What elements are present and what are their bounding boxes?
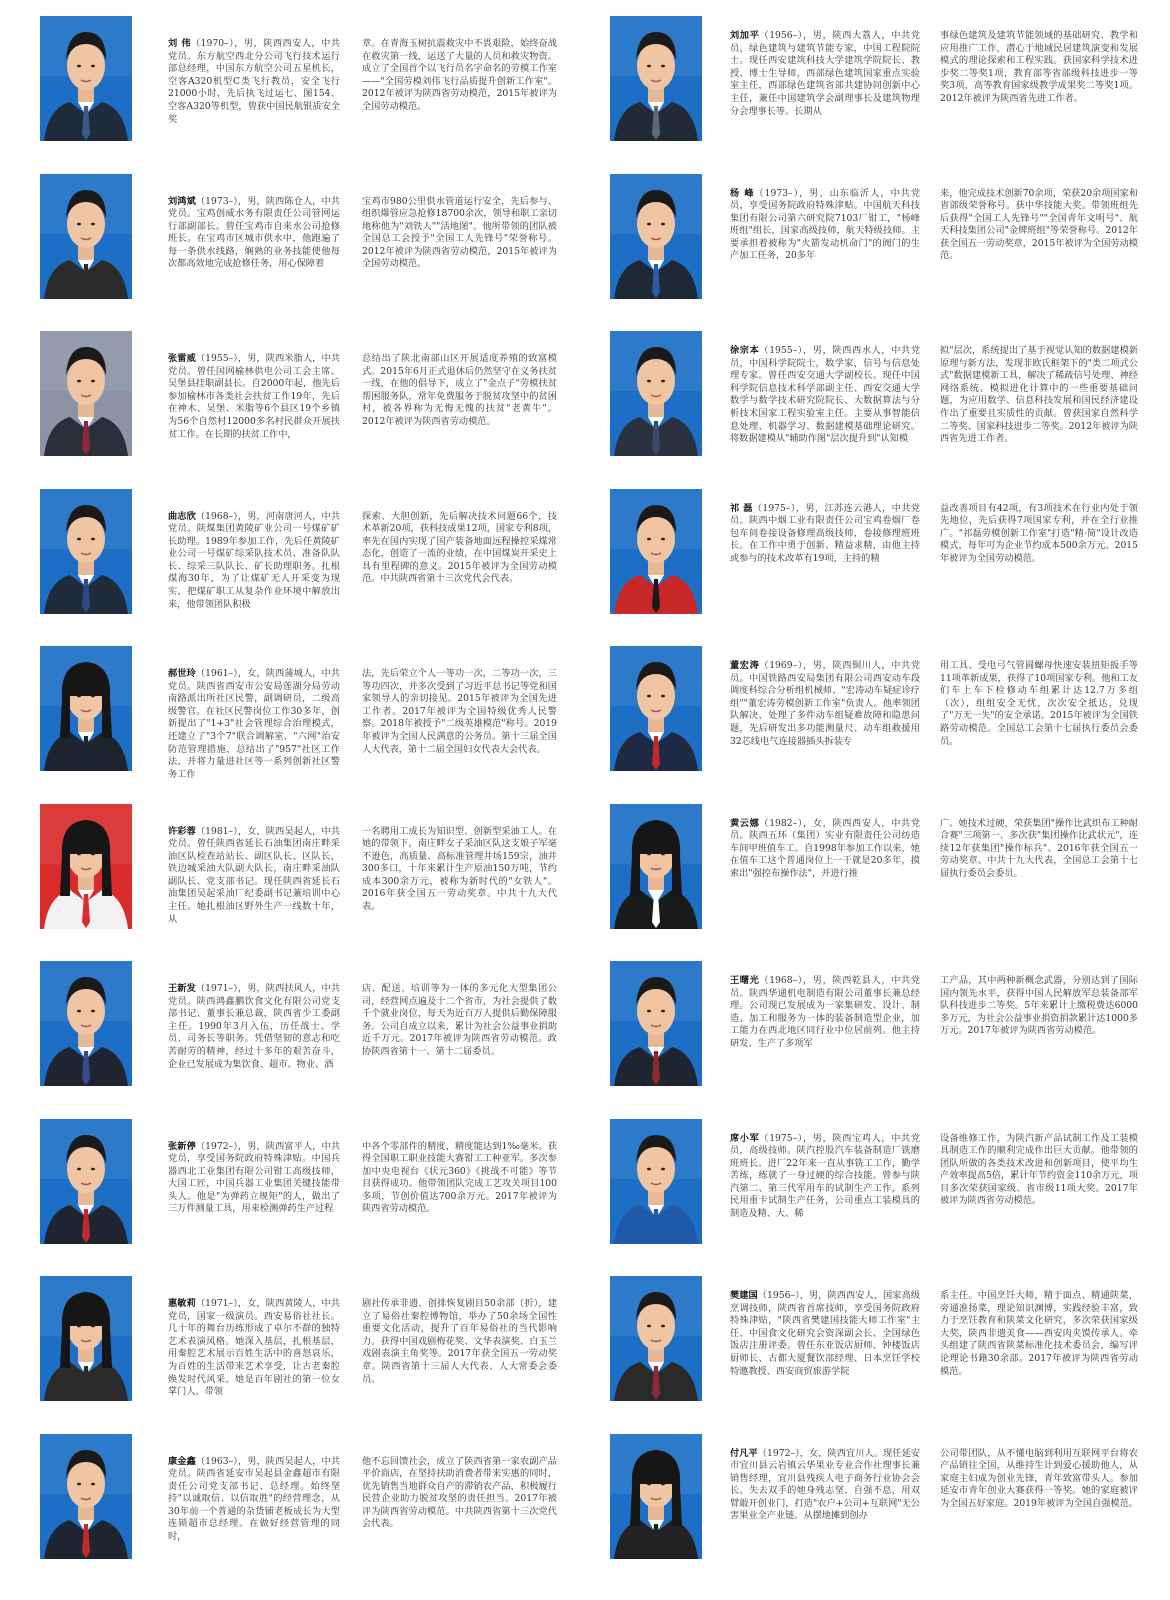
- person-entry: [610, 1119, 1170, 1277]
- person-entry: [40, 16, 600, 174]
- bio-intro: （1955–），男，陕西西水人，中共党员，中国科学院院士，数学家，信号与信息处理专家。曾任西安交通大学副校长。现任中国科学院信息技术科学部副主任、西安交通大学数学与数学技术研究院院长、大数据算法与分析技术国家工程实验室主任。主要从事智能信息处理、机器学习、数据建模基础理论研究。将数据建模从"辅助作图"层次提升到"认知模: [730, 345, 921, 445]
- person-name: 曲志欣: [168, 510, 196, 522]
- portrait-photo: [40, 961, 132, 1086]
- bio-intro: （1970–），男，陕西西安人，中共党员。东方航空西北分公司飞行技术运行部总经理，中国东方航空公司五星机长，空客A320机型C类飞行教员，安全飞行21000小时，先后执飞过运七、图154、空客A320等机型，曾获中国民航银质安全奖: [168, 38, 341, 125]
- portrait-photo: [40, 489, 132, 614]
- person-entry: [610, 1434, 1170, 1592]
- person-name: 付凡平: [730, 1447, 758, 1459]
- person-name: 康金鑫: [168, 1455, 196, 1467]
- bio-text-column-2: 宝鸡市980公里供水管道运行安全，先后参与、组织爆管应急抢修18700余次，领导和职工亲切地称他为"刘铁人""活地图"。他所带领的团队被全国总工会授予"全国工人先锋号"荣誉称号。2012年被评为陕西省劳动模范，2015年被评为全国劳动模范。: [362, 195, 557, 270]
- bio-text-column-2: 一名聘用工成长为知识型、创新型采油工人。在她的带领下，南庄畔女子采油区队这支娘子军毫不逊色，高质量、高标准管理井场159宗，油井300多口，十年来累计生产原油150万吨，节约成本300余万元，被称为新时代的"女铁人"。2016年获全国五一劳动奖章。中共十九大代表。: [362, 825, 557, 913]
- bio-text-column-1: [168, 353, 340, 441]
- bio-intro: （1963–），男，陕西吴起人，中共党员。陕西省延安市吴起县金鑫超市有限责任公司党支部书记、总经理。始终坚持"以诚取信、以信取胜"的经营理念，从30年前一个普通的杂货铺老板成长为大型连锁超市总经理。在做好经营管理的同时，: [168, 1455, 341, 1543]
- bio-text-column-2: 系主任。中国烹饪大师，精于面点、精通陕菜，旁通准扬菜，理论知识渊博，实践经验丰富，致力于烹饪教育和陕菜文化研究，多次荣获国家级大奖，陕西非遗美食——西安肉夹馍传承人。牵头组建了陕西省陕菜标准化技术委员会，编写评论理论书籍30余部。2017年被评为陕西省劳动模范。: [940, 1290, 1138, 1377]
- bio-text-column-2: 探索、大胆创新，先后解决技术问题66个，技术革新20项，获科技成果12项，国家专利8项，率先在国内实现了国产装备地面远程操控采煤常态化，创造了一流的业绩，在中国煤炭开采史上具有里程碑的意义。2015年被评为全国劳动模范。中共陕西省第十三次党代会代表。: [362, 510, 557, 585]
- bio-text-column-2: 店、配送、培训等为一体的多元化大型集团公司，经营网点遍及十二个省市，为社会提供了数千个就业岗位，每天为近百万人提供后勤保障服务。公司自成立以来，累计为社会公益事业捐助近千万元。2017年被评为陕西省劳动模范。政协陕西省第十一、第十二届委员。: [362, 983, 557, 1057]
- person-name: 张雷威: [168, 353, 196, 364]
- bio-text-column-1: [168, 983, 340, 1071]
- bio-intro: （1972–），女，陕西宜川人。现任延安市宜川县云岩镇云华果业专业合作社理事长兼销售经理，宜川县残疾人电子商务行业协会会长。失去双手的她身残志坚、自强不息，用双臂敲开创业门，打造"农户+公司+互联网"无公害果业全产业链。从摆地摊到创办: [730, 1447, 921, 1522]
- person-name: 刘加平: [730, 30, 760, 41]
- person-entry: [610, 646, 1170, 804]
- portrait-photo: [610, 1119, 702, 1244]
- portrait-photo: [610, 16, 702, 141]
- bio-intro: （1971–），女，陕西黄陵人，中共党员，国家一级演员。西安易俗社社长。几十年的舞台历练形成了卓尔不群的独特艺术表演风格。她深入基层，扎根基层，用秦腔艺术展示百姓生活中的喜怒哀乐，为百姓的生活带来艺术享受，让古老秦腔焕发时代风采。她是百年剧社的第一位女掌门人，带领: [168, 1298, 341, 1398]
- bio-text-column-2: 事绿色建筑及建筑节能领域的基础研究、教学和应用推广工作，潜心于地域民居建筑演变和发展模式的理论探索和工程实践。获国家科学技术进步奖二等奖1项，教育部等省部级科技进步一等奖3项，高等教育国家级教学成果奖二等奖1项。2012年被评为陕西省先进工作者。: [940, 30, 1138, 104]
- portrait-photo: [40, 16, 132, 141]
- person-name: 杨 峰: [730, 187, 755, 199]
- bio-intro: （1956–），男，陕西西安人，国家高级烹调技师，陕西省首席技师，享受国务院政府特殊津贴，"陕西省樊建国技能大师工作室"主任、中国食文化研究会资深副会长、全国绿色饭店注册评委。曾任东亚饭店厨师、钟楼饭店厨师长、古都大厦餐饮部经理、日本烹饪学校特邀教授、西安商贸旅游学院: [730, 1290, 921, 1377]
- person-entry: [610, 489, 1170, 647]
- portrait-photo: [610, 804, 702, 929]
- person-entry: [40, 1276, 600, 1434]
- portrait-photo: [610, 1276, 702, 1401]
- bio-text-column-1: [168, 510, 341, 610]
- bio-text-column-2: 拟"层次，系统提出了基于视觉认知的数据建模新原理与新方法，发现非欧氏框架下的"类二项式公式"数据建模新工具，解决了稀疏信号处理、神经网络系统、模拟进化计算中的一些重要基础问题，为应用数学、信息科技发展和国民经济建设作出了重要且实质性的贡献。曾获国家自然科学二等奖、国家科技进步二等奖。2012年被评为陕西省先进工作者。: [940, 345, 1138, 445]
- person-name: 郝世玲: [168, 668, 196, 679]
- person-name: 董宏涛: [730, 660, 760, 671]
- bio-text-column-1: [730, 345, 920, 443]
- bio-text-column-1: [730, 1290, 920, 1388]
- bio-text-column-2: 广。她技术过硬，荣获集团"操作比武织布工种耐合赛"三项第一、多次获"集团操作比武状元"，连续12年获集团"操作标兵"。2016年获全国五一劳动奖章。中共十九大代表，全国总工会第十七届执行委员会委员。: [940, 817, 1138, 879]
- bio-intro: （1961–），女，陕西蒲城人，中共党员。陕西省西安市公安局莲湖分局劳动南路派出所社区民警，副调研员，二级高级警官。在社区民警岗位工作30多年，创新提出了"1+3"社会管理综合治理模式，还建立了"3个7"联合调解室、"六网"治安防范管理措施，总结出了"957"社区工作法，并将力量进社区等一系列创新社区警务工作: [168, 668, 341, 780]
- bio-intro: （1975–），男，陕西宝鸡人，中共党员，高级技师。陕汽控股汽车装备制造厂铣磨班班长。进厂22年来一直从事铣工工作，勤学苦练，练就了一身过硬的综合技能。曾参与陕汽第二、第三代军用车的试制生产工作，系列民用重卡试制生产任务，公司重点工装模具的制造及精、大、稀: [730, 1132, 921, 1220]
- person-entry: [40, 1119, 600, 1277]
- person-entry: [40, 1434, 600, 1592]
- person-entry: [40, 804, 600, 962]
- person-entry: [40, 331, 600, 489]
- bio-intro: （1968–），男，河南唐河人，中共党员。陕煤集团黄陵矿业公司一号煤矿矿长助理。1989年参加工作，先后任黄陵矿业公司一号煤矿综采队技术员、准备队队长、综采三队队长、矿长助理职务。扎根煤海30年，为了让煤矿无人开采变为现实，把煤矿职工从复杂作业环境中解放出来，他带领团队积极: [168, 510, 341, 610]
- bio-text-column-2: 他不忘回馈社会，成立了陕西省第一家农副产品平价商店，在坚持扶助消费者带来实惠的同时，优先销售当地群众自产的滞销农产品，积极履行民营企业助力脱贫攻坚的责任担当。2017年被评为陕西省劳动模范。中共陕西省第十三次党代会代表。: [362, 1455, 557, 1530]
- bio-text-column-1: [730, 818, 920, 916]
- portrait-photo: [40, 331, 132, 456]
- bio-text-column-1: [168, 1298, 341, 1398]
- bio-intro: （1982–），女，陕西西安人，中共党员。陕西五环（集团）实业有限责任公司纺造车间甲班值车工。自1998年参加工作以来，她在值车工这个普通岗位上一干就是20多年，摸索出"强控布操作法"，并进行推: [730, 817, 921, 879]
- bio-text-column-1: [730, 503, 920, 601]
- person-name: 刘鸿斌: [168, 195, 196, 207]
- bio-text-column-1: [168, 1456, 340, 1544]
- bio-text-column-1: [730, 975, 920, 1073]
- bio-intro: （1955–），男，陕西米脂人，中共党员。曾任国网榆林供电公司工会主席、吴堡县挂职副县长。自2000年起，他先后参加榆林市各类社会扶贫工作19年，先后在神木、吴堡、米脂等6个县区19个乡镇为56个自然村12000多名村民群众开展扶贫工作。在长期的扶贫工作中，: [168, 353, 341, 440]
- person-entry: [40, 961, 600, 1119]
- person-name: 王新发: [168, 983, 196, 994]
- bio-text-column-2: 工产品，其中两种新概念武器，分别达到了国际国内领先水平，获得中国人民解放军总装备部军队科技进步二等奖。5年来累计上缴税费达6000多万元，为社会公益事业捐资捐款累计达1000多万元。2017年被评为陕西省劳动模范。: [940, 975, 1138, 1037]
- bio-text-column-2: 剧社传承非遗、创排恢复剧目50余部（折），建立了易俗社秦腔博物馆，举办了50余场全国性重要文化活动，提升了百年易俗社的当代影响力。获得中国戏剧梅花奖、文华表演奖、白玉兰戏剧表演主角奖等。2017年获全国五一劳动奖章。陕西省第十三届人大代表、人大常委会委员。: [362, 1298, 557, 1385]
- portrait-photo: [40, 1276, 132, 1401]
- bio-intro: （1981–），女，陕西吴起人，中共党员。曾任陕西省延长石油集团南庄畔采油区队检查站站长、副区队长、区队长，铁边城采油大队副大队长，南庄畔采油队副队长、党支部书记。现任陕西省延长石油集团吴起采油厂纪委副书记兼培训中心主任。她扎根油区野外生产一线数十年，从: [168, 825, 341, 925]
- person-entry: [610, 1276, 1170, 1434]
- bio-intro: （1973–），男，山东临沂人，中共党员，享受国务院政府特殊津贴。中国航天科技集团有限公司第六研究院7103厂钳工，"杨峰班组"组长，国家高级技师，航天特级技师。主要承担着被称为"火箭发动机命门"的阀门的生产加工任务，20多年: [730, 187, 921, 262]
- bio-intro: （1972–），男，陕西富平人，中共党员，享受国务院政府特殊津贴。中国兵器西北工业集团有限公司钳工高级技师，大国工匠，中国兵器工业集团关键技能带头人。他是"为弹药立规矩"的人，做出了三万件测量工具，用来检测弹药生产过程: [168, 1140, 341, 1215]
- person-name: 惠敏莉: [168, 1298, 196, 1309]
- bio-intro: （1975–），男，江苏连云港人，中共党员。陕西中烟工业有限责任公司宝鸡卷烟厂卷包车间卷接设备修理高级技师，卷接修理班班长。在工作中勇于创新、精益求精，由他主持或参与的技术改革有19项，主持的精: [730, 502, 920, 564]
- bio-text-column-1: [730, 1448, 920, 1546]
- portrait-photo: [610, 174, 702, 299]
- bio-intro: （1971–），男，陕西扶风人，中共党员。陕西鸿鑫鹏饮食文化有限公司党支部书记、董事长兼总裁，陕西省少工委副主任。1990年3月入伍，历任战士、学员、司务长等职务。凭借坚韧的意志和吃苦耐劳的精神，经过十多年的艰苦奋斗，企业已发展成为集饮食、超市、物业、酒: [168, 983, 341, 1070]
- portrait-photo: [610, 646, 702, 771]
- bio-text-column-1: [730, 660, 920, 758]
- bio-text-column-1: [168, 196, 340, 284]
- person-name: 张新停: [168, 1140, 196, 1152]
- person-entry: [40, 489, 600, 647]
- bio-text-column-1: [168, 825, 341, 925]
- bio-intro: （1968–），男，陕西乾县人，中共党员。陕西华通机电制造有限公司董事长兼总经理。公司现已发展成为一家集研发、设计、制造、加工和服务为一体的装备制造型企业，加工能力在西北地区同行业中位居前列。他主持研发、生产了多项军: [730, 975, 921, 1049]
- bio-text-column-2: 章。在青海玉树抗震救灾中不畏艰险，始终奋战在救灾第一线，运送了大量的人员和救灾物资。成立了全国首个以飞行员名字命名的劳模工作室——"全国劳模刘伟飞行品质提升创新工作室"。2012年被评为陕西省劳动模范，2015年被评为全国劳动模范。: [362, 38, 557, 112]
- portrait-photo: [40, 804, 132, 929]
- bio-text-column-2: 总结出了陕北南部山区开展适度养殖的致富模式。2015年6月正式退休后仍然坚守在义务扶贫一线，在他的倡导下，成立了"金点子"劳模扶贫帮困服务队，常年免费服务于脱贫攻坚中的贫困村，被各界称为无悔无愧的扶贫"老黄牛"。2012年被评为陕西省劳动模范。: [362, 353, 557, 427]
- person-name: 祁 磊: [730, 502, 753, 514]
- bio-text-column-1: [730, 30, 920, 128]
- bio-text-column-2: 公司带团队，从不懂电脑到利用互联网平台将农产品销往全国，从维持生计到爱心援助他人，从家庭主妇成为创业先锋，青年致富带头人。参加延安市青年创业大赛获得一等奖。她的家庭被评为全国五好家庭。2019年被评为全国自强模范。: [940, 1447, 1138, 1509]
- bio-intro: （1956–），男，陕西大荔人，中共党员，绿色建筑与建筑节能专家，中国工程院院士。现任西安建筑科技大学建筑学院院长、教授、博士生导师，西部绿色建筑国家重点实验室主任，西部绿色建筑省部共建协同创新中心主任，兼任中国建筑学会副理事长及建筑物理分会理事长等。长期从: [730, 30, 921, 117]
- bio-text-column-1: [168, 1141, 340, 1229]
- person-entry: [610, 174, 1170, 332]
- bio-intro: （1969–），男，陕西铜川人，中共党员。中国铁路西安局集团有限公司西安动车段调度科综合分析组机械师、"宏涛动车疑症诊疗组""董宏涛劳模创新工作室"负责人。他率领团队解决、处理了多件动车组疑难故障和隐患问题，先后研发出多功能测量尺、动车组救援用32芯线电气连接器插头拆装专: [730, 660, 921, 747]
- person-name: 许彩蓉: [168, 825, 196, 837]
- person-name: 樊建国: [730, 1290, 758, 1301]
- person-entry: [610, 16, 1170, 174]
- portrait-photo: [610, 961, 702, 1086]
- person-name: 王曙光: [730, 975, 760, 986]
- portrait-photo: [610, 1434, 702, 1559]
- bio-text-column-1: [168, 38, 340, 126]
- person-entry: [40, 646, 600, 804]
- person-entry: [610, 961, 1170, 1119]
- portrait-photo: [40, 174, 132, 299]
- bio-text-column-1: [168, 668, 341, 780]
- bio-text-column-2: 益改善项目有42项，有3项技术在行业内处于领先地位，先后获得7项国家专利，并在全行业推广。"祁磊劳模创新工作室"打造"精·简"设计改造模式，每年可为企业节约成本500余万元。2015年被评为全国劳动模范。: [940, 502, 1138, 564]
- bio-text-column-2: 法，先后荣立个人一等功一次，二等功一次，三等功四次，并多次受到了习近平总书记等党和国家领导人的亲切接见。2015年被评为全国先进工作者。2017年被评为全国特级优秀人民警察。2018年被授予"二级英雄模范"称号。2019年被评为全国人民满意的公务员。第十三届全国人大代表，第十二届全国妇女代表大会代表。: [362, 668, 557, 755]
- person-entry: [610, 804, 1170, 962]
- person-entry: [610, 331, 1170, 489]
- portrait-photo: [610, 331, 702, 456]
- bio-text-column-2: 中各个零部件的精度，精度能达到1‰毫米。获得全国职工职业技能大赛钳工工种亚军。多次参加中央电视台《状元360》《挑战不可能》等节目获得成功。他带领团队完成工艺攻关项目100多项，节创价值达700余万元。2017年被评为陕西省劳动模范。: [362, 1140, 557, 1215]
- bio-text-column-2: 设备维修工作，为陕汽新产品试制工作及工装模具制造工作的顺利完成作出巨大贡献。他带领的团队所做的各类技术改进和创新项目，使平均生产效率提高5倍，累计年节约资金110余万元，项目多次荣获国家级、省市级11项大奖。2017年被评为陕西省劳动模范。: [940, 1132, 1138, 1207]
- person-name: 刘 伟: [168, 38, 192, 49]
- bio-text-column-1: [730, 1133, 920, 1231]
- bio-intro: （1973–），男，陕西陈仓人，中共党员。宝鸡创威水务有限责任公司管网运行部副部长。曾任宝鸡市自来水公司抢修班长。在宝鸡市区城市供水中，他跑遍了每一条供水线路，娴熟的业务技能使他每次都高效地完成抢修任务，用心保障着: [168, 195, 341, 270]
- bio-text-column-2: 用工具、受电弓气管圆螺母快速安装扭矩扳手等11项革新成果，获得了10项国家专利。他和工友们车上车下检修动车组累计达12.7万多组（次），组组安全无忧，次次安全抵达，兑现了"万无一失"的安全承诺。2015年被评为全国铁路劳动模范。全国总工会第十七届执行委员会委员。: [940, 660, 1138, 747]
- portrait-photo: [40, 646, 132, 771]
- person-name: 徐宗本: [730, 345, 760, 356]
- person-name: 黄云娜: [730, 817, 760, 829]
- bio-text-column-1: [730, 188, 920, 286]
- portrait-photo: [40, 1119, 132, 1244]
- portrait-photo: [610, 489, 702, 614]
- person-name: 席小军: [730, 1132, 760, 1144]
- bio-text-column-2: 来，他完成技术创新70余项，荣获20余项国家和省部级荣誉称号。获中华技能大奖。带领班组先后获得"全国工人先锋号""全国青年文明号"、航天科技集团公司"金牌班组"等荣誉称号。2012年获全国五一劳动奖章，2015年被评为全国劳动模范。: [940, 187, 1138, 262]
- portrait-photo: [40, 1434, 132, 1559]
- person-entry: [40, 174, 600, 332]
